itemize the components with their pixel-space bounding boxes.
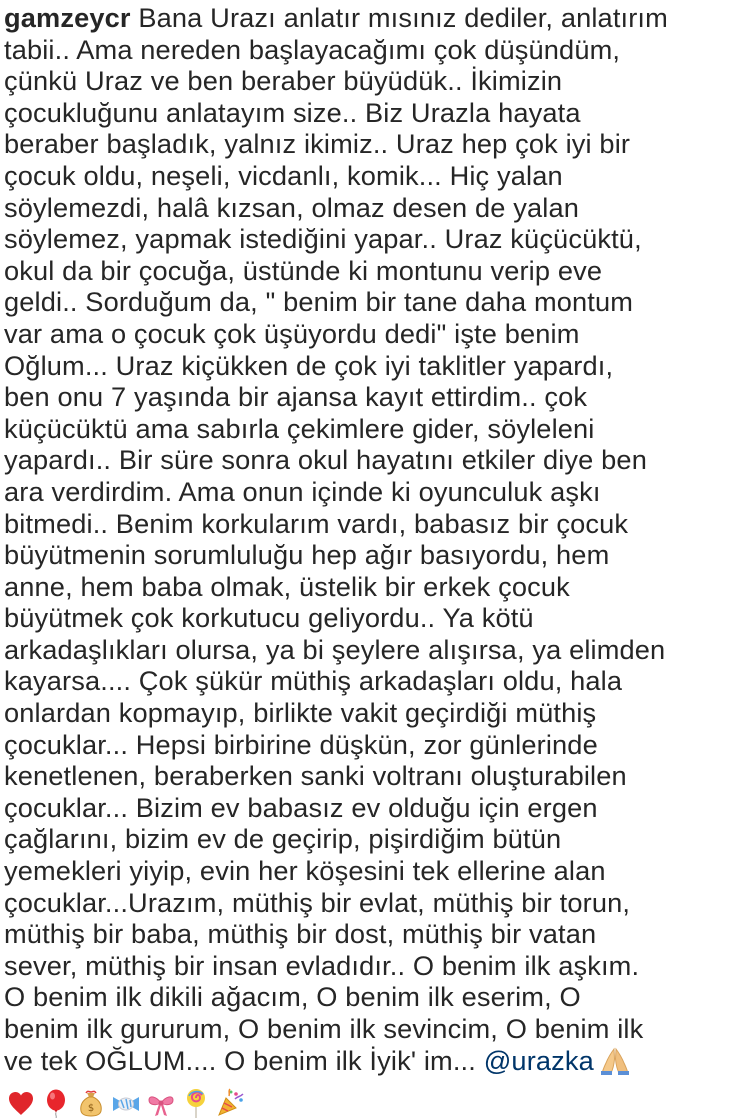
- caption-line: tabii.. Ama nereden başlayacağımı çok düşündüm,: [4, 33, 621, 65]
- red-balloon-icon: [41, 1088, 71, 1118]
- caption-line: sever, müthiş bir insan evladıdır.. O benim ilk aşkım.: [4, 949, 640, 981]
- caption-line: büyütmenin sorumluluğu hep ağır basıyordu, hem: [4, 539, 610, 571]
- caption-line: Oğlum... Uraz kiçükken de çok iyi taklitler yapardı,: [4, 349, 614, 381]
- caption-line: çünkü Uraz ve ben beraber büyüdük.. İkimizin: [4, 65, 563, 97]
- caption-line: söylemezdi, halâ kızsan, olmaz desen de yalan: [4, 191, 579, 223]
- caption-line: okul da bir çocuğa, üstünde ki montunu verip eve: [4, 254, 603, 286]
- caption-text: ve tek OĞLUM.... O benim ilk İyik' im...: [4, 1044, 476, 1076]
- caption-line: onlardan kopmayıp, birlikte vakit geçirdiği müthiş: [4, 697, 597, 729]
- caption-line: çocuklar...Urazım, müthiş bir evlat, müthiş bir torun,: [4, 886, 631, 918]
- caption-line: ara verdirdim. Ama onun içinde ki oyunculuk aşkı: [4, 475, 601, 507]
- caption-line: var ama o çocuk çok üşüyordu dedi" işte benim: [4, 317, 580, 349]
- caption-line: çocuklar... Hepsi birbirine düşkün, zor günlerinde: [4, 728, 598, 760]
- party-popper-icon: [216, 1088, 246, 1118]
- caption-line: [4, 2, 746, 34]
- emoji-row: [6, 1088, 246, 1118]
- caption-line: kayarsa.... Çok şükür müthiş arkadaşları oldu, hala: [4, 665, 623, 697]
- mention-link[interactable]: @urazka: [483, 1044, 594, 1076]
- caption-line: [4, 1045, 746, 1077]
- caption-line: çocuk oldu, neşeli, vicdanlı, komik... Hiç yalan: [4, 159, 563, 191]
- caption-line: müthiş bir baba, müthiş bir dost, müthiş bir vatan: [4, 918, 597, 950]
- caption-line: kenetlenen, beraberken sanki voltranı oluşturabilen: [4, 760, 627, 792]
- caption-line: geldi.. Sorduğum da, " benim bir tane daha montum: [4, 286, 634, 318]
- ribbon-icon: [146, 1088, 176, 1118]
- candy-icon: [111, 1088, 141, 1118]
- caption-text: Bana Urazı anlatır mısınız dediler, anlatırım: [138, 2, 668, 33]
- red-heart-icon: [6, 1088, 36, 1118]
- caption-line: çağlarını, bizim ev de geçirip, pişirdiğim bütün: [4, 823, 562, 855]
- caption-line: söylemez, yapmak istediğini yapar.. Uraz küçücüktü,: [4, 223, 642, 255]
- post-caption: [4, 2, 746, 1076]
- caption-line: anne, hem baba olmak, üstelik bir erkek çocuk: [4, 570, 570, 602]
- caption-line: yapardı.. Bir süre sonra okul hayatını etkiler diye ben: [4, 444, 647, 476]
- money-bag-icon: [76, 1088, 106, 1118]
- lollipop-icon: [181, 1088, 211, 1118]
- caption-line: arkadaşlıkları olursa, ya bi şeylere alışırsa, ya elimden: [4, 633, 666, 665]
- caption-line: bitmedi.. Benim korkularım vardı, babasız bir çocuk: [4, 507, 629, 539]
- caption-line: beraber başladık, yalnız ikimiz.. Uraz hep çok iyi bir: [4, 128, 631, 160]
- caption-line: yemekleri yiyip, evin her köşesini tek ellerine alan: [4, 855, 606, 887]
- caption-line: O benim ilk dikili ağacım, O benim ilk eserim, O: [4, 981, 581, 1013]
- caption-line: ben onu 7 yaşında bir ajansa kayıt ettirdim.. çok: [4, 381, 588, 413]
- caption-line: büyütmek çok korkutucu geliyordu.. Ya kötü: [4, 602, 534, 634]
- username-link[interactable]: gamzeycr: [4, 2, 131, 33]
- caption-line: çocuklar... Bizim ev babasız ev olduğu için ergen: [4, 791, 598, 823]
- folded-hands-icon: [598, 1045, 632, 1075]
- caption-line: benim ilk gururum, O benim ilk sevincim, O benim ilk: [4, 1013, 644, 1044]
- svg-text:$: $: [87, 1103, 95, 1114]
- caption-line: küçücüktü ama sabırla çekimlere gider, söyleleni: [4, 412, 595, 444]
- caption-line: çocukluğunu anlatayım size.. Biz Urazla hayata: [4, 96, 581, 128]
